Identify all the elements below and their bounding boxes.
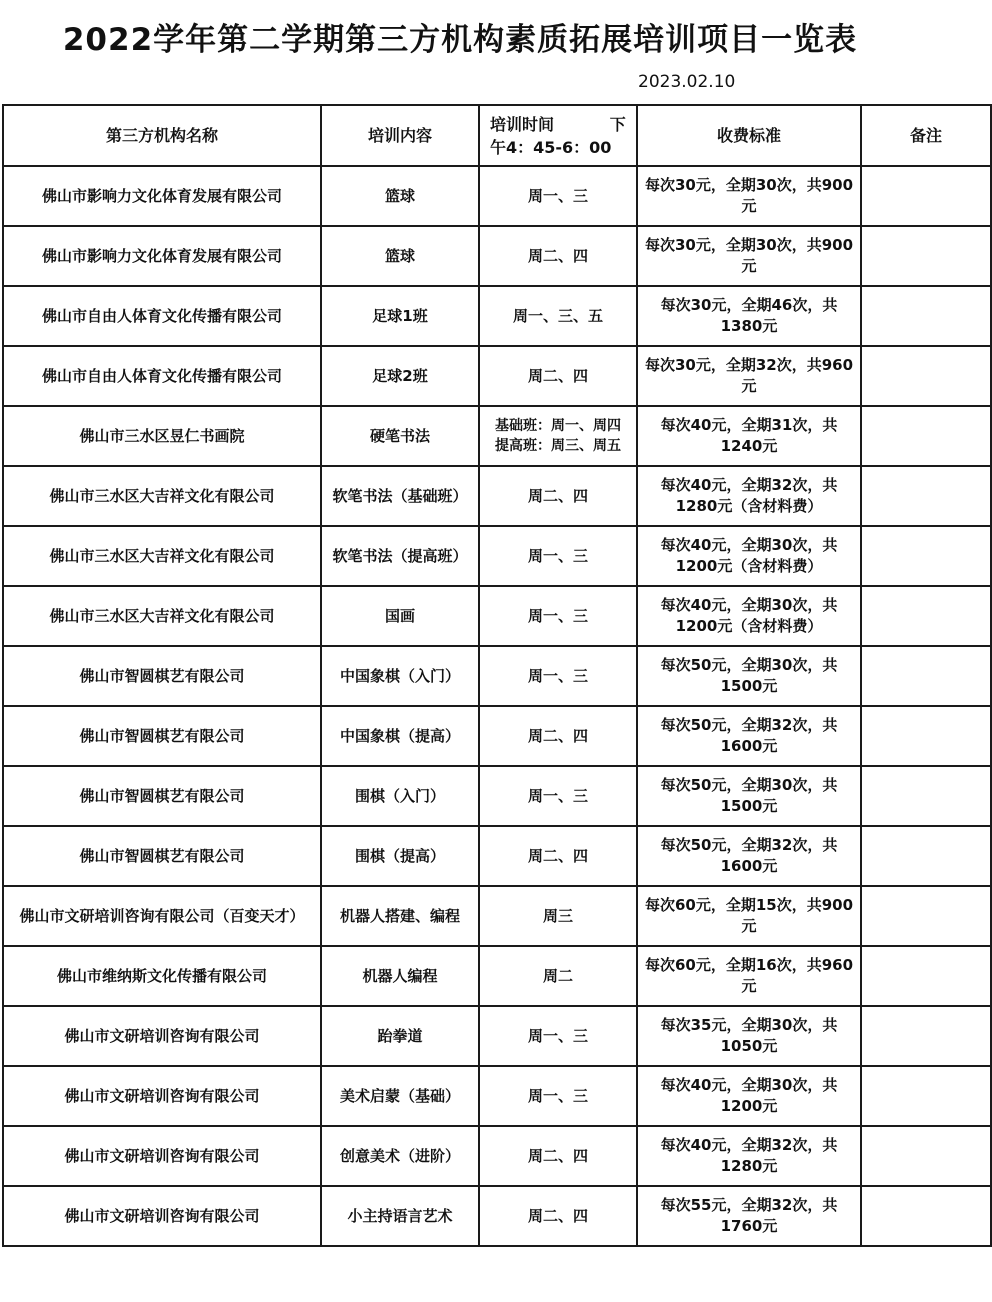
cell-content: 中国象棋（提高） [321, 706, 479, 766]
cell-note [861, 826, 991, 886]
header-org: 第三方机构名称 [3, 105, 321, 166]
cell-time-text: 基础班：周一、周四 提高班：周三、周五 [495, 418, 621, 454]
cell-fee [637, 826, 861, 886]
cell-fee [637, 166, 861, 226]
cell-fee-text: 每次50元，全期30次，共1500元 [660, 656, 838, 695]
cell-fee-text: 每次30元，全期32次，共960元 [644, 356, 854, 395]
cell-fee-text: 每次50元，全期30次，共1500元 [660, 776, 838, 815]
cell-note [861, 166, 991, 226]
cell-content: 软笔书法（基础班） [321, 466, 479, 526]
cell-fee-text: 每次50元，全期32次，共1600元 [660, 716, 838, 755]
cell-note [861, 766, 991, 826]
cell-org: 佛山市三水区昱仁书画院 [3, 406, 321, 466]
table-row [3, 1006, 991, 1066]
cell-fee-text: 每次35元，全期30次，共1050元 [660, 1016, 838, 1055]
cell-content: 小主持语言艺术 [321, 1186, 479, 1246]
cell-content: 硬笔书法 [321, 406, 479, 466]
cell-fee-text: 每次40元，全期30次，共1200元（含材料费） [660, 536, 838, 575]
cell-content: 篮球 [321, 166, 479, 226]
header-content: 培训内容 [321, 105, 479, 166]
cell-fee [637, 1066, 861, 1126]
cell-time: 周二、四 [479, 226, 637, 286]
cell-fee-text: 每次30元，全期30次，共900元 [644, 176, 854, 215]
cell-fee [637, 766, 861, 826]
table-row [3, 706, 991, 766]
cell-fee [637, 406, 861, 466]
cell-time: 周二、四 [479, 706, 637, 766]
cell-fee [637, 286, 861, 346]
document-date: 2023.02.10 [638, 72, 736, 92]
cell-time: 周二、四 [479, 346, 637, 406]
cell-note [861, 646, 991, 706]
cell-fee-text: 每次30元，全期30次，共900元 [644, 236, 854, 275]
cell-org: 佛山市智圆棋艺有限公司 [3, 706, 321, 766]
cell-time [479, 406, 637, 466]
cell-fee-text: 每次40元，全期32次，共1280元（含材料费） [660, 476, 838, 515]
cell-time: 周一、三、五 [479, 286, 637, 346]
header-time [479, 105, 637, 166]
table-row [3, 226, 991, 286]
cell-note [861, 1126, 991, 1186]
cell-org: 佛山市三水区大吉祥文化有限公司 [3, 466, 321, 526]
cell-time: 周一、三 [479, 586, 637, 646]
cell-fee [637, 586, 861, 646]
cell-fee [637, 1006, 861, 1066]
table-row [3, 166, 991, 226]
training-schedule-table [2, 104, 992, 1247]
cell-note [861, 1066, 991, 1126]
cell-org: 佛山市文研培训咨询有限公司（百变天才） [3, 886, 321, 946]
table-row [3, 946, 991, 1006]
cell-time: 周一、三 [479, 526, 637, 586]
cell-org: 佛山市文研培训咨询有限公司 [3, 1126, 321, 1186]
cell-org: 佛山市影响力文化体育发展有限公司 [3, 226, 321, 286]
table-row [3, 766, 991, 826]
cell-org: 佛山市自由人体育文化传播有限公司 [3, 346, 321, 406]
cell-fee [637, 706, 861, 766]
cell-fee-text: 每次40元，全期32次，共1280元 [660, 1136, 838, 1175]
cell-content: 篮球 [321, 226, 479, 286]
cell-content: 美术启蒙（基础） [321, 1066, 479, 1126]
cell-fee-text: 每次55元，全期32次，共1760元 [660, 1196, 838, 1235]
cell-note [861, 1006, 991, 1066]
cell-note [861, 406, 991, 466]
cell-fee [637, 1126, 861, 1186]
cell-fee-text: 每次30元，全期46次，共1380元 [660, 296, 838, 335]
cell-time: 周二、四 [479, 1126, 637, 1186]
cell-time: 周一、三 [479, 1006, 637, 1066]
cell-org: 佛山市影响力文化体育发展有限公司 [3, 166, 321, 226]
cell-time: 周一、三 [479, 646, 637, 706]
cell-content: 围棋（入门） [321, 766, 479, 826]
cell-fee-text: 每次60元，全期16次，共960元 [644, 956, 854, 995]
cell-fee [637, 1186, 861, 1246]
table-header-row [3, 105, 991, 166]
table-row [3, 586, 991, 646]
cell-fee [637, 646, 861, 706]
table-row [3, 1186, 991, 1246]
cell-time: 周二 [479, 946, 637, 1006]
table-body [3, 166, 991, 1246]
cell-fee-text: 每次40元，全期30次，共1200元（含材料费） [660, 596, 838, 635]
cell-org: 佛山市三水区大吉祥文化有限公司 [3, 586, 321, 646]
cell-content: 跆拳道 [321, 1006, 479, 1066]
cell-fee [637, 886, 861, 946]
cell-org: 佛山市智圆棋艺有限公司 [3, 766, 321, 826]
cell-note [861, 286, 991, 346]
cell-fee-text: 每次40元，全期30次，共1200元 [660, 1076, 838, 1115]
cell-time: 周二、四 [479, 1186, 637, 1246]
header-fee: 收费标准 [637, 105, 861, 166]
cell-org: 佛山市维纳斯文化传播有限公司 [3, 946, 321, 1006]
cell-org: 佛山市自由人体育文化传播有限公司 [3, 286, 321, 346]
table-row [3, 826, 991, 886]
cell-note [861, 466, 991, 526]
cell-time: 周一、三 [479, 766, 637, 826]
cell-note [861, 526, 991, 586]
table-row [3, 286, 991, 346]
cell-note [861, 886, 991, 946]
cell-content: 机器人编程 [321, 946, 479, 1006]
cell-time: 周二、四 [479, 826, 637, 886]
cell-fee [637, 946, 861, 1006]
document-title: 2022学年第二学期第三方机构素质拓展培训项目一览表 [62, 22, 858, 58]
table-row [3, 1066, 991, 1126]
cell-fee [637, 346, 861, 406]
table-row [3, 466, 991, 526]
cell-time: 周一、三 [479, 1066, 637, 1126]
cell-fee-text: 每次50元，全期32次，共1600元 [660, 836, 838, 875]
table-row [3, 1126, 991, 1186]
cell-note [861, 226, 991, 286]
table-row [3, 346, 991, 406]
header-time-label: 培训时间 下 午4：45-6：00 [490, 114, 626, 157]
cell-content: 足球2班 [321, 346, 479, 406]
cell-content: 足球1班 [321, 286, 479, 346]
cell-org: 佛山市文研培训咨询有限公司 [3, 1186, 321, 1246]
cell-org: 佛山市三水区大吉祥文化有限公司 [3, 526, 321, 586]
cell-note [861, 346, 991, 406]
table-row [3, 886, 991, 946]
cell-note [861, 946, 991, 1006]
table-row [3, 526, 991, 586]
cell-content: 国画 [321, 586, 479, 646]
cell-fee-text: 每次40元，全期31次，共1240元 [660, 416, 838, 455]
cell-time: 周二、四 [479, 466, 637, 526]
cell-time: 周三 [479, 886, 637, 946]
cell-content: 创意美术（进阶） [321, 1126, 479, 1186]
cell-content: 围棋（提高） [321, 826, 479, 886]
cell-org: 佛山市文研培训咨询有限公司 [3, 1066, 321, 1126]
table-row [3, 406, 991, 466]
cell-time: 周一、三 [479, 166, 637, 226]
cell-content: 中国象棋（入门） [321, 646, 479, 706]
cell-content: 机器人搭建、编程 [321, 886, 479, 946]
cell-note [861, 1186, 991, 1246]
cell-fee [637, 466, 861, 526]
table-row [3, 646, 991, 706]
cell-org: 佛山市文研培训咨询有限公司 [3, 1006, 321, 1066]
cell-note [861, 586, 991, 646]
cell-org: 佛山市智圆棋艺有限公司 [3, 646, 321, 706]
header-note: 备注 [861, 105, 991, 166]
cell-fee-text: 每次60元，全期15次，共900元 [644, 896, 854, 935]
cell-org: 佛山市智圆棋艺有限公司 [3, 826, 321, 886]
cell-fee [637, 526, 861, 586]
cell-content: 软笔书法（提高班） [321, 526, 479, 586]
cell-note [861, 706, 991, 766]
cell-fee [637, 226, 861, 286]
